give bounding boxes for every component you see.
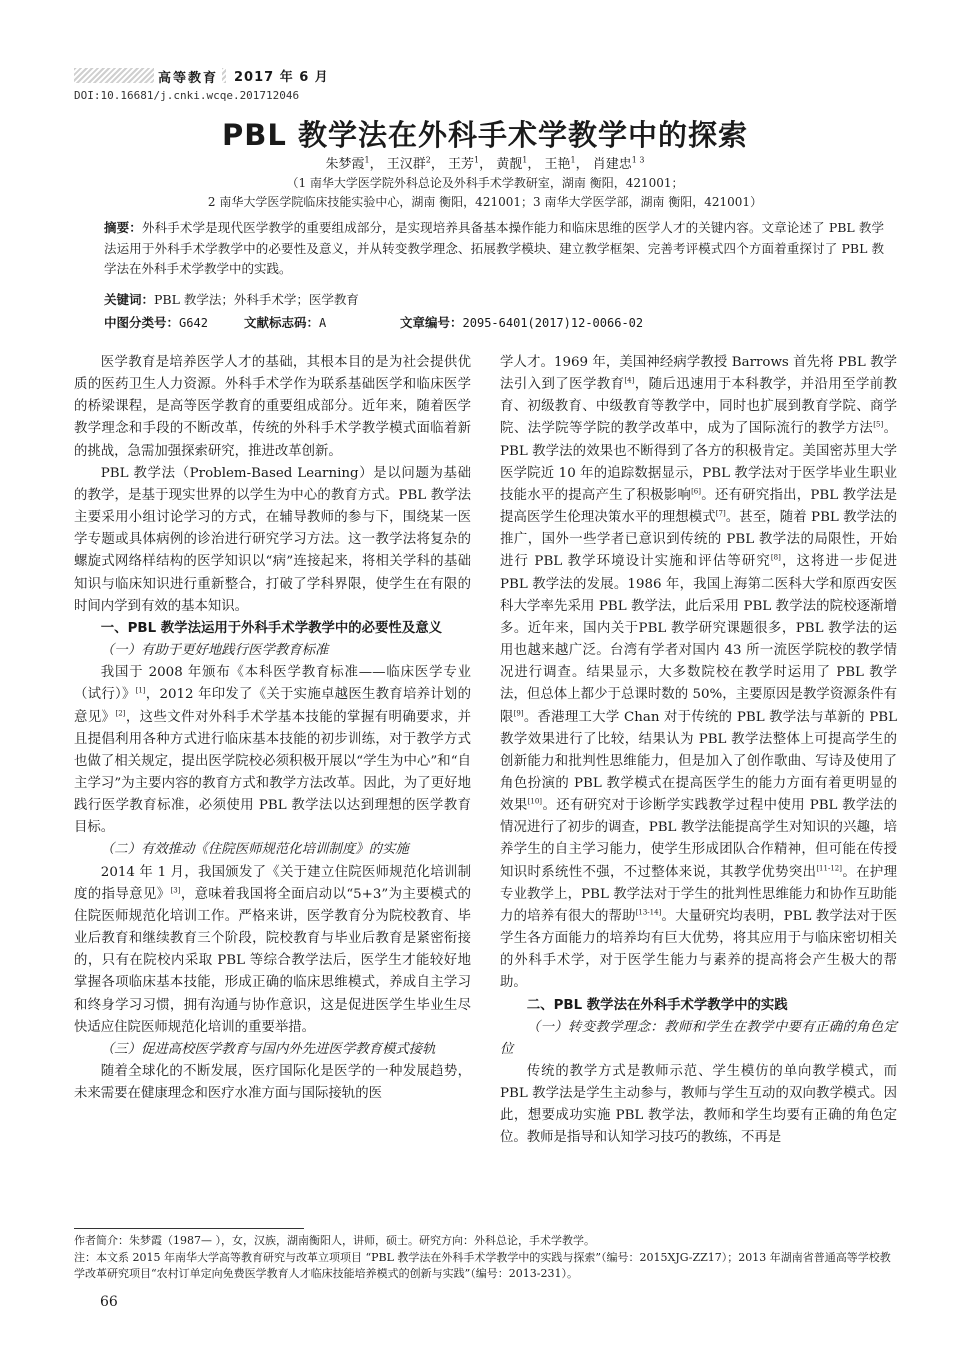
section-heading: 二、PBL 教学法在外科手术学教学中的实践 <box>526 997 788 1013</box>
paper-title: PBL 教学法在外科手术学教学中的探索 <box>222 118 748 152</box>
subsection-heading: （一）有助于更好地践行医学教育标准 <box>100 643 329 659</box>
author: 黄靓 <box>496 157 523 172</box>
text-run: ，意味着我国将全面启动以“5+3”为主要模式的住院医师规范化培训工作。严格来讲，医学教育分为院校教育、毕业后教育和继续教育三个阶段，院校教育与毕业后教育是紧密衔接的，只有在院校内采取 PBL 等综合教学法后，医学生才能较好地掌握各项临床基本技能，形成正确的临床思维模式，养成自主学习和终身学习习惯，拥有沟通与协作意识，这是促进医学生毕业生尽快适应住院医师规范化培训的重要举措。 <box>74 886 472 1035</box>
text-run: 。还有研究对于诊断学实践教学过程中使用 PBL 教学法的情况进行了初步的调查，PBL 教学法能提高学生对知识的兴趣，培养学生的自主学习能力，使学生形成团队合作精神，但可能在传授知识时系统性不强，不过整体来说，其教学优势突出 <box>500 798 897 880</box>
text-run: 2014 年 1 月，我国颁发了《关于建立住院医师规范化培训制度的指导意见》 <box>74 864 471 902</box>
paragraph: PBL 教学法（Problem-Based Learning）是以问题为基础的教学，是基于现实世界的以学生为中心的教育方式。PBL 教学法主要采用小组讨论学习的方式，在辅导教师的参与下，围绕某一医学专题或具体病例的诊治进行研究学习方法。这一教学法将复杂的螺旋式网络样结构的医学知识以“病”连接起来，将相关学科的基础知识与临床知识进行重新整合，打破了学科界限，使学生在有限的时间内学到有效的基本知识。 <box>74 465 471 614</box>
subsection-heading: （二）有效推动《住院医师规范化培训制度》的实施 <box>100 842 409 858</box>
doi: DOI:10.16681/j.cnki.wcqe.201712046 <box>74 89 300 102</box>
author-sup: 1 <box>522 155 528 165</box>
citation: [4] <box>624 376 635 385</box>
affiliation-line-2: 2 南华大学医学院临床技能实验中心，湖南 衡阳，421001；3 南华大学医学部，湖南 衡阳，421001） <box>207 195 763 209</box>
author-footnote: 作者简介：朱梦霞（1987— ），女，汉族，湖南衡阳人，讲师，硕士。研究方向：外科总论，手术学教学。 <box>74 1234 595 1247</box>
article-number-value: 2095-6401(2017)12-0066-02 <box>462 316 644 330</box>
running-header <box>74 66 329 84</box>
header-band <box>74 68 226 86</box>
author-list: 朱梦霞$^1$， 王汉群$^2$， 王芳$^1$， 黄靓$^1$， 王艳$^1$， 肖建忠$^{1 3}$ <box>325 155 645 172</box>
citation: [6] <box>691 487 701 496</box>
classification-line <box>104 313 644 331</box>
issue-date: 2017 年 6 月 <box>234 69 329 85</box>
text-run: ，这些文件对外科手术学基本技能的掌握有明确要求，并且提倡利用各种方式进行临床基本技能的初步训练，对于教学方式也做了相关规定，提出医学院校必须积极开展以“学生为中心”和“自主学习”为主要内容的教育方式和教学方法改革。因此，为了更好地践行医学教育标准，必须使用 PBL 教学法以达到理想的医学教育目标。 <box>74 709 472 836</box>
abstract-text: 外科手术学是现代医学教学的重要组成部分，是实现培养具备基本操作能力和临床思维的医学人才的关键内容。文章论述了 PBL 教学法运用于外科手术学教学中的必要性及意义，并从转变教学理念、拓展教学模块、建立教学框架、完善考评模式四个方面着重探讨了 PBL 教学法在外科手术学教学中的实践。 <box>104 220 884 276</box>
keywords-text: PBL 教学法；外科手术学；医学教育 <box>154 292 359 307</box>
citation: [11-12] <box>816 864 842 873</box>
author: 朱梦霞 <box>325 157 365 172</box>
citation: [7] <box>715 509 726 518</box>
text-run: 。PBL 教学法的效果也不断得到了各方的积极肯定。美国密苏里大学医学院近 10 年的追踪数据显示，PBL 教学法对于医学毕业生职业技能水平的提高产生了积极影响 <box>500 421 898 503</box>
subsection-heading: （一）转变教学理念：教师和学生在教学中要有正确的角色定位 <box>500 1019 897 1057</box>
paragraph <box>500 352 897 995</box>
paragraph: 传统的教学方式是教师示范、学生模仿的单向教学模式，而 PBL 教学法是学生主动参与，教师与学生互动的双向教学模式。因此，想要成功实施 PBL 教学法，教师和学生均要有正确的角色定位。教师是指导和认知学习技巧的教练，不再是 <box>500 1064 897 1146</box>
clc-label: 中图分类号： <box>104 315 180 330</box>
paragraph <box>74 662 471 839</box>
text-run: ，这将进一步促进 PBL 教学法的发展。1986 年，我国上海第二医科大学和原西安医科大学率先采用 PBL 教学法，此后采用 PBL 教学法的院校逐渐增多。近年来，国内关于PBL 教学研究课题很多，PBL 教学法的运用也越来越广泛。台湾有学者对国内 43 所一流医学院校的教学情况进行调查。结果显示，大多数院校在教学时运用了 PBL 教学法，但总体上都少于总课时数的 50%，主要原因是教学资源条件有限 <box>500 554 897 725</box>
right-column <box>500 352 897 1150</box>
author: 王汉群 <box>386 157 426 172</box>
text-run: 我国于 2008 年颁布《本科医学教育标准——临床医学专业（试行）》 <box>74 665 471 703</box>
paragraph <box>74 862 471 1039</box>
author-sup: 2 <box>425 155 431 165</box>
citation: [13-14] <box>635 908 662 917</box>
author-sup: 1 <box>364 155 370 165</box>
citation: [9] <box>513 709 524 718</box>
footnote-rule <box>74 1228 304 1229</box>
abstract-label: 摘要： <box>104 220 142 235</box>
keywords-label: 关键词： <box>104 292 155 307</box>
funding-footnote: 注：本文系 2015 年南华大学高等教育研究与改革立项项目 “PBL 教学法在外科手术学教学中的实践与探索”（编号：2015XJG-ZZ17）；2013 年湖南省普通高等学校教学改革研究项目“农村订单定向免费医学教育人才临床技能培养模式的创新与实践”（编号：2013-231）。 <box>74 1251 891 1280</box>
text-run: 。在护理专业教学上，PBL 教学法对于学生的批判性思维能力和协作互助能力的培养有很大的帮助 <box>500 864 897 924</box>
page-number: 66 <box>100 1294 118 1310</box>
author: 肖建忠 <box>592 157 632 172</box>
paragraph: 医学教育是培养医学人才的基础，其根本目的是为社会提供优质的医药卫生人力资源。外科手术学作为联系基础医学和临床医学的桥梁课程，是高等医学教育的重要组成部分。近年来，随着医学教学理念和手段的不断改革，传统的外科手术学教学模式面临着新的挑战，急需加强探索研究，推进改革创新。 <box>74 355 471 459</box>
author-sup: 1 <box>570 155 576 165</box>
text-run: 。还有研究指出，PBL 教学法是提高医学生伦理决策水平的理想模式 <box>500 487 898 526</box>
affiliation-line-1: （1 南华大学医学院外科总论及外科手术学教研室，湖南 衡阳，421001； <box>286 176 684 190</box>
left-column <box>74 352 471 1105</box>
author-sup: 1 3 <box>631 155 645 165</box>
paragraph: 随着全球化的不断发展，医疗国际化是医学的一种发展趋势，未来需要在健康理念和医疗水准方面与国际接轨的医 <box>74 1064 471 1102</box>
doc-code-value: A <box>319 316 327 330</box>
journal-name: 高等教育 <box>154 67 222 86</box>
author: 王芳 <box>448 157 475 172</box>
author-sup: 1 <box>474 155 480 165</box>
keywords <box>104 290 359 308</box>
abstract <box>104 218 884 280</box>
text-run: 。香港理工大学 Chan 对于传统的 PBL 教学法与革新的 PBL 教学效果进行了比较，结果认为 PBL 教学法整体上可提高学生的创新能力和批判性思维能力，但是加入了创作歌曲、写诗及使用了角色扮演的 PBL 教学模式在提高医学生的能力方面有着更明显的效果 <box>500 709 898 814</box>
citation: [1] <box>135 686 146 695</box>
clc-value: G642 <box>179 316 208 330</box>
citation: [3] <box>170 886 181 895</box>
article-number-label: 文章编号： <box>400 315 463 330</box>
citation: [2] <box>115 709 126 718</box>
section-heading: 一、PBL 教学法运用于外科手术学教学中的必要性及意义 <box>100 620 442 636</box>
doc-code-label: 文献标志码： <box>244 315 320 330</box>
text-run: 。甚至，随着 PBL 教学法的推广，国外一些学者已意识到传统的 PBL 教学法的局限性，开始进行 PBL 教学环境设计实施和评估等研究 <box>500 510 898 570</box>
text-run: ，随后迅速用于本科教学，并沿用至学前教育、初级教育、中级教育等教学中，同时也扩展到教育学院、商学院、法学院等学院的教学改革中，成为了国际流行的教学方法 <box>500 377 898 437</box>
subsection-heading: （三）促进高校医学教育与国内外先进医学教育模式接轨 <box>100 1041 436 1057</box>
text-run: ，2012 年印发了《关于实施卓越医生教育培养计划的意见》 <box>74 687 471 725</box>
citation: [8] <box>770 553 781 562</box>
text-run: 。大量研究均表明，PBL 教学法对于医学生各方面能力的培养均有巨大优势，将其应用于与临床密切相关的外科手术学，对于医学生能力与素养的提高将会产生极大的帮助。 <box>500 908 898 991</box>
citation: [10] <box>527 797 543 806</box>
author: 王艳 <box>544 157 571 172</box>
citation: [5] <box>873 421 884 429</box>
text-run: 学人才。1969 年，美国神经病学教授 Barrows 首先将 PBL 教学法引入到了医学教育 <box>500 355 897 393</box>
